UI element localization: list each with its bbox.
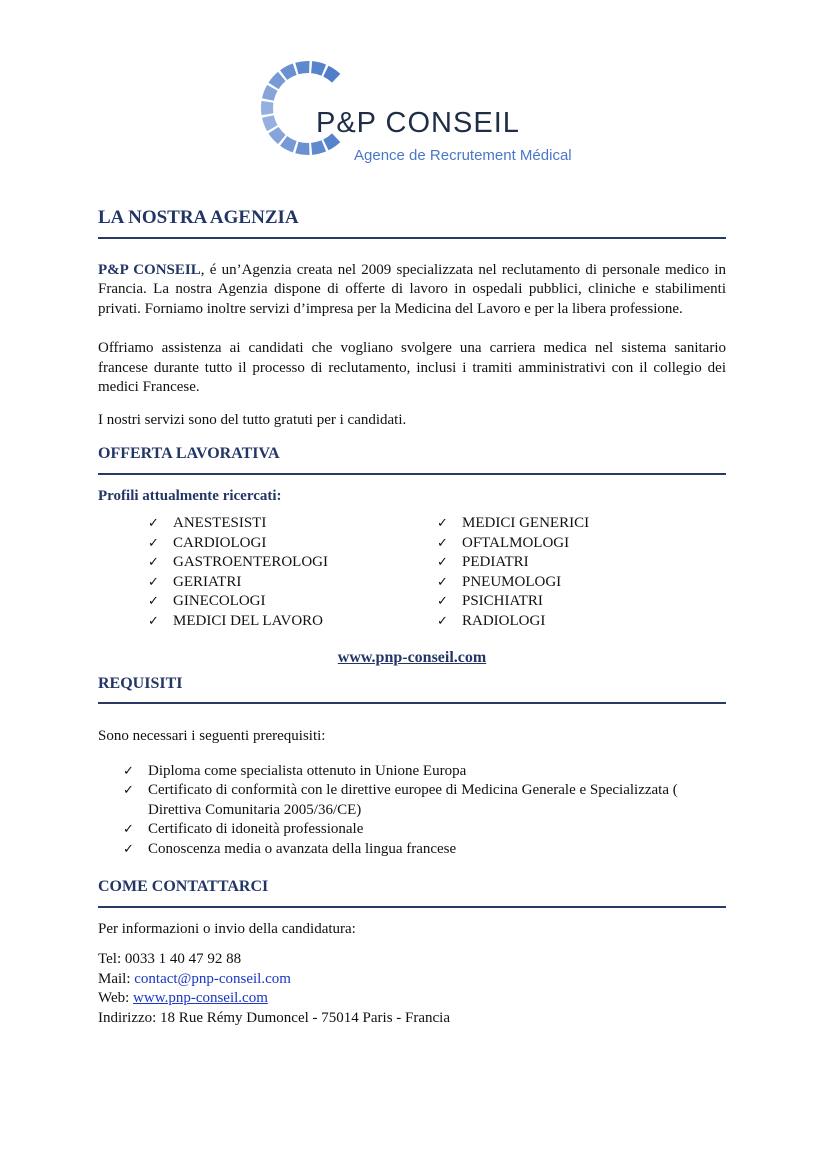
logo-ring-segment [268, 88, 272, 100]
list-item-label: PSICHIATRI [462, 593, 543, 609]
contact-mail-line [98, 970, 726, 990]
contact-web-label: Web: [98, 990, 134, 1006]
list-item-label: OFTALMOLOGI [462, 534, 570, 551]
requirements-heading: REQUISITI [98, 674, 726, 705]
profiles-columns [98, 514, 726, 631]
list-item-label: Diploma come specialista ottenuto in Unione Europa [148, 762, 467, 779]
contact-phone: Tel: 0033 1 40 47 92 88 [98, 951, 242, 967]
logo-ring-segment [274, 76, 282, 85]
checkmark-icon: ✓ [148, 555, 159, 570]
agency-paragraph-1-text: , é un’Agenzia creata nel 2009 specializzata nel reclutamento di personale medico in Francia. La nostra Agenzia dispone di offerte di lavoro in ospedali pubblici, cliniche e stabilimenti privati. Forniamo inoltre servizi d’impresa per la Medicina del Lavoro e per la libera professione. [98, 261, 727, 317]
checkmark-icon: ✓ [148, 516, 159, 531]
list-item-label: Certificato di conformità con le direttive europee di Medicina Generale e Specializzata ( Direttiva Comunitaria 2005/36/CE) [148, 782, 678, 818]
checkmark-icon: ✓ [437, 574, 448, 590]
requirements-list [123, 762, 726, 860]
checkmark-icon: ✓ [437, 535, 448, 551]
logo-brand-name: P&P CONSEIL [316, 107, 520, 139]
agency-heading: LA NOSTRA AGENZIA [98, 208, 726, 239]
list-item [437, 514, 726, 534]
logo-ring-segment [284, 141, 295, 147]
logo-ring-segment [274, 130, 282, 139]
logo-ring-segment [284, 69, 295, 75]
list-item [148, 534, 437, 554]
list-item-label: Conoscenza media o avanzata della lingua francese [148, 840, 457, 857]
checkmark-icon: ✓ [148, 613, 159, 629]
logo-ring-segment [297, 147, 309, 149]
logo-ring-segment [268, 117, 272, 129]
logo-ring-segment [326, 71, 336, 78]
checkmark-icon: ✓ [123, 783, 134, 798]
logo-ring-segment [312, 146, 324, 149]
list-item-label: GASTROENTEROLOGI [173, 554, 328, 570]
checkmark-icon: ✓ [148, 535, 159, 551]
checkmark-icon: ✓ [437, 613, 448, 629]
list-item [437, 592, 726, 612]
requirements-intro: Sono necessari i seguenti prerequisiti: [98, 728, 326, 744]
list-item [123, 840, 726, 860]
profiles-list-right [437, 514, 726, 631]
list-item-label: GERIATRI [173, 573, 242, 590]
list-item-label: MEDICI GENERICI [462, 515, 590, 531]
list-item [437, 573, 726, 593]
checkmark-icon: ✓ [123, 763, 134, 779]
list-item-label: PEDIATRI [462, 554, 529, 570]
agency-paragraph-1 [98, 261, 726, 320]
checkmark-icon: ✓ [148, 574, 159, 590]
list-item [148, 612, 437, 632]
offer-subheading: Profili attualmente ricercati: [98, 487, 282, 504]
agency-paragraph-2: Offriamo assistenza ai candidati che vogliano svolgere una carriera medica nel sistema sanitario francese durante tutto il processo di reclutamento, inclusi i tramiti amministrativi con il collegio dei medici Francese. [98, 340, 726, 395]
list-item-label: PNEUMOLOGI [462, 573, 562, 590]
document-body [98, 208, 726, 1028]
checkmark-icon: ✓ [437, 555, 448, 570]
list-item-label: GINECOLOGI [173, 593, 266, 609]
list-item [148, 573, 437, 593]
list-item-label: Certificato di idoneità professionale [148, 821, 364, 837]
contact-heading: COME CONTATTARCI [98, 877, 726, 908]
list-item [437, 534, 726, 554]
list-item [148, 592, 437, 612]
list-item-label: MEDICI DEL LAVORO [173, 612, 323, 629]
list-item-label: CARDIOLOGI [173, 534, 267, 551]
list-item [437, 553, 726, 573]
contact-intro: Per informazioni o invio della candidatura: [98, 920, 356, 937]
logo-ring-segment [312, 67, 324, 70]
contact-web-line [98, 989, 726, 1009]
contact-web-link[interactable]: www.pnp-conseil.com [133, 990, 268, 1006]
logo-ring-segment [297, 67, 309, 69]
list-item [123, 820, 726, 840]
list-item [123, 781, 726, 820]
contact-mail-label: Mail: [98, 970, 135, 987]
list-item [123, 762, 726, 782]
checkmark-icon: ✓ [437, 594, 448, 609]
website-link[interactable]: www.pnp-conseil.com [337, 649, 487, 666]
list-item [148, 553, 437, 573]
agency-paragraph-3: I nostri servizi sono del tutto gratuti per i candidati. [98, 411, 407, 428]
list-item-label: ANESTESISTI [173, 515, 267, 531]
agency-name: P&P CONSEIL [98, 261, 201, 278]
requirements-block [98, 762, 726, 860]
contact-address: Indirizzo: 18 Rue Rémy Dumoncel - 75014 Paris - Francia [98, 1009, 451, 1026]
offer-heading: OFFERTA LAVORATIVA [98, 444, 726, 475]
list-item-label: RADIOLOGI [462, 612, 546, 629]
checkmark-icon: ✓ [123, 841, 134, 857]
company-logo [256, 56, 596, 166]
contact-email[interactable]: contact@pnp-conseil.com [134, 970, 291, 987]
checkmark-icon: ✓ [437, 516, 448, 531]
checkmark-icon: ✓ [148, 594, 159, 609]
checkmark-icon: ✓ [123, 822, 134, 837]
list-item [148, 514, 437, 534]
logo-tagline: Agence de Recrutement Médical [354, 147, 572, 164]
profiles-list-left [148, 514, 437, 631]
list-item [437, 612, 726, 632]
